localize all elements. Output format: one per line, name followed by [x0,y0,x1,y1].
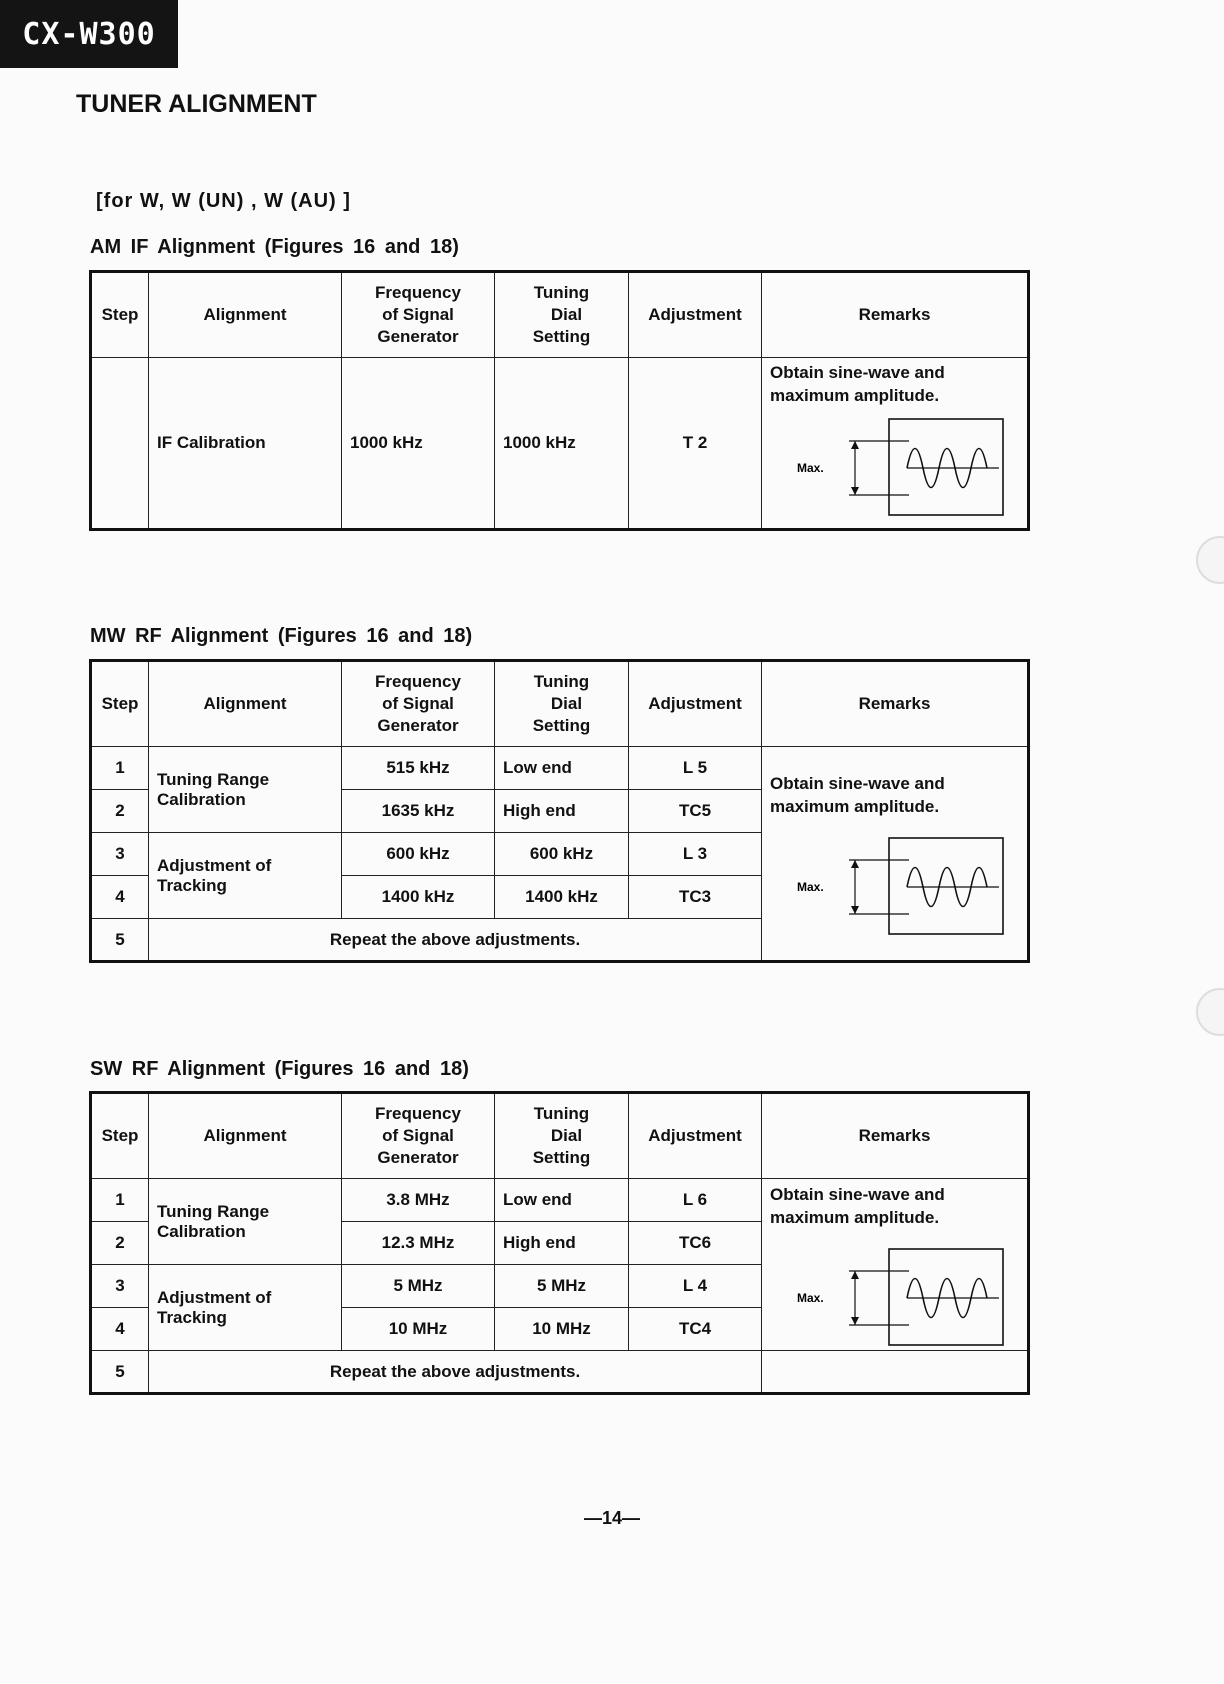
step-cell [91,358,149,530]
adjustment-cell: TC5 [629,790,762,833]
model-tag: CX-W300 [0,0,178,68]
adjustment-cell: TC4 [629,1308,762,1351]
sine-wave-diagram [770,415,1019,525]
remark-line-2: maximum amplitude. [770,1207,940,1227]
max-label: Max. [797,879,824,894]
header-adjustment: Adjustment [629,272,762,358]
table-row [91,358,1029,530]
sine-wave-diagram [770,826,1019,936]
page-number: —14— [583,1508,641,1528]
remark-line-1: Obtain sine-wave and [770,773,945,793]
header-remarks: Remarks [762,272,1029,358]
remark-line-2: maximum amplitude. [770,796,940,816]
header-alignment: Alignment [149,272,342,358]
alignment-cell: Tuning Range Calibration [149,747,342,833]
remark-line-2: maximum amplitude. [770,386,940,405]
sine-wave-diagram [770,1237,1019,1347]
step-cell: 3 [91,833,149,876]
remark-line-1: Obtain sine-wave and [770,1184,945,1204]
remarks-cell [762,358,1029,530]
step-cell: 2 [91,790,149,833]
empty-remarks-cell [762,1351,1029,1394]
header-tuning: Tuning Dial Setting [495,661,629,747]
binder-hole [1196,536,1224,584]
step-cell: 5 [91,919,149,962]
header-frequency: Frequency of Signal Generator [342,272,495,358]
max-label: Max. [797,461,824,475]
step-cell: 5 [91,1351,149,1394]
applies-to-models: [for W, W (UN) , W (AU) ] [96,190,351,212]
header-tuning: Tuning Dial Setting [495,272,629,358]
sw-rf-table [89,1091,1030,1395]
header-row [91,272,1029,358]
sine-wave-icon [789,834,1009,938]
tuning-cell: High end [495,1222,629,1265]
header-step: Step [91,1093,149,1179]
alignment-cell: Tuning Range Calibration [149,1179,342,1265]
tuning-cell: 1000 kHz [495,358,629,530]
step-cell: 1 [91,1179,149,1222]
frequency-cell: 1000 kHz [342,358,495,530]
mw-rf-title: MW RF Alignment (Figures 16 and 18) [90,625,473,647]
frequency-cell: 5 MHz [342,1265,495,1308]
header-step: Step [91,272,149,358]
table-row [91,1351,1029,1394]
am-if-table [89,270,1030,531]
header-adjustment: Adjustment [629,1093,762,1179]
frequency-cell: 10 MHz [342,1308,495,1351]
step-cell: 2 [91,1222,149,1265]
adjustment-cell: L 5 [629,747,762,790]
header-alignment: Alignment [149,1093,342,1179]
table-row [91,1179,1029,1222]
header-step: Step [91,661,149,747]
mw-rf-table [89,659,1030,963]
binder-hole [1196,988,1224,1036]
frequency-cell: 600 kHz [342,833,495,876]
alignment-cell: Adjustment of Tracking [149,833,342,919]
header-frequency: Frequency of Signal Generator [342,1093,495,1179]
step-cell: 4 [91,1308,149,1351]
frequency-cell: 1400 kHz [342,876,495,919]
tuning-cell: 10 MHz [495,1308,629,1351]
repeat-cell: Repeat the above adjustments. [149,1351,762,1394]
remarks-cell [762,1179,1029,1351]
adjustment-cell: TC3 [629,876,762,919]
remark-line-1: Obtain sine-wave and [770,363,945,382]
frequency-cell: 1635 kHz [342,790,495,833]
step-cell: 1 [91,747,149,790]
tuning-cell: Low end [495,1179,629,1222]
max-label: Max. [797,1290,824,1305]
adjustment-cell: T 2 [629,358,762,530]
header-row [91,1093,1029,1179]
adjustment-cell: L 3 [629,833,762,876]
tuning-cell: 1400 kHz [495,876,629,919]
adjustment-cell: L 4 [629,1265,762,1308]
frequency-cell: 12.3 MHz [342,1222,495,1265]
tuning-cell: High end [495,790,629,833]
frequency-cell: 515 kHz [342,747,495,790]
header-adjustment: Adjustment [629,661,762,747]
step-cell: 3 [91,1265,149,1308]
table-row [91,747,1029,790]
header-remarks: Remarks [762,661,1029,747]
header-alignment: Alignment [149,661,342,747]
sine-wave-icon [789,415,1009,519]
frequency-cell: 3.8 MHz [342,1179,495,1222]
header-row [91,661,1029,747]
adjustment-cell: L 6 [629,1179,762,1222]
remarks-cell [762,747,1029,962]
adjustment-cell: TC6 [629,1222,762,1265]
sw-rf-title: SW RF Alignment (Figures 16 and 18) [90,1058,469,1080]
tuning-cell: 5 MHz [495,1265,629,1308]
header-frequency: Frequency of Signal Generator [342,661,495,747]
alignment-cell: IF Calibration [149,358,342,530]
tuning-cell: Low end [495,747,629,790]
am-if-title: AM IF Alignment (Figures 16 and 18) [90,236,459,258]
header-remarks: Remarks [762,1093,1029,1179]
header-tuning: Tuning Dial Setting [495,1093,629,1179]
page-title: TUNER ALIGNMENT [76,90,317,118]
sine-wave-icon [789,1245,1009,1349]
step-cell: 4 [91,876,149,919]
repeat-cell: Repeat the above adjustments. [149,919,762,962]
tuning-cell: 600 kHz [495,833,629,876]
alignment-cell: Adjustment of Tracking [149,1265,342,1351]
